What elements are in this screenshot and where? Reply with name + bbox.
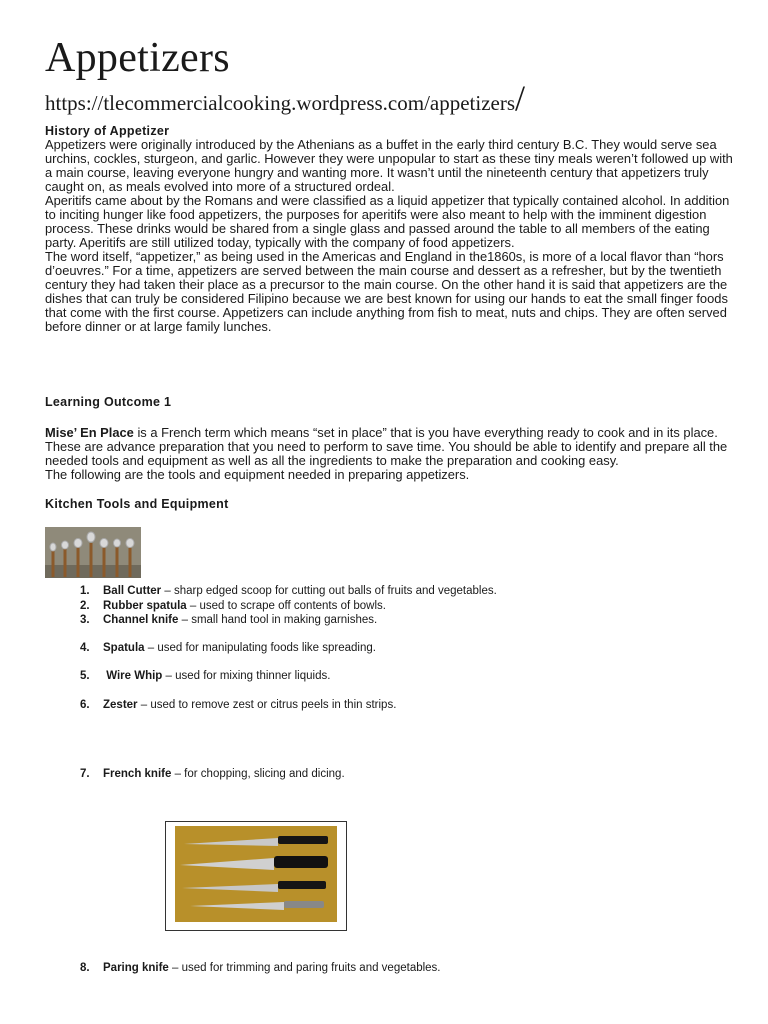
tool-term: Ball Cutter [103,585,162,597]
page-title: Appetizers [45,35,230,81]
tool-item-ball-cutter [80,585,497,597]
tool-item-rubber-spatula [80,600,386,612]
history-body [45,138,735,334]
tool-description: – for chopping, slicing and dicing. [171,768,345,780]
tool-number: 7. [80,768,90,780]
tool-description: – used for mixing thinner liquids. [162,670,331,682]
tool-term: Rubber spatula [103,600,187,612]
tool-description: – used to scrape off contents of bowls. [186,600,386,612]
source-url-link[interactable] [45,78,526,118]
mise-en-place-paragraph [45,426,735,468]
tool-description: – used for trimming and paring fruits and vegetables. [168,962,441,974]
tool-item-french-knife [80,768,345,780]
mise-en-place-body [45,426,735,482]
tool-number: 6. [80,699,90,711]
french-knives-image [165,821,347,931]
kitchen-tools-heading: Kitchen Tools and Equipment [45,497,229,511]
tool-term: Spatula [103,642,145,654]
tool-number: 1. [80,585,90,597]
tool-number: 2. [80,600,90,612]
tool-number: 4. [80,642,90,654]
learning-outcome-heading: Learning Outcome 1 [45,395,172,409]
tool-term: Wire Whip [103,670,163,682]
tool-term: Paring knife [103,962,169,974]
tool-number: 5. [80,670,90,682]
tool-item-wire-whip [80,670,330,682]
tool-item-channel-knife [80,614,377,626]
tool-description: – used to remove zest or citrus peels in thin strips. [137,699,397,711]
tool-item-paring-knife [80,962,441,974]
ball-cutters-image [45,527,141,578]
history-heading: History of Appetizer [45,124,170,138]
tool-term: Channel knife [103,614,179,626]
history-paragraph-1: Appetizers were originally introduced by the Athenians as a buffet in the early third century B.C. They would serve sea urchins, cockles, sturgeon, and garlic. However they were unpopular to start as these tiny meals weren’t followed up with a main course, leaving everyone hungry and wanting more. It wasn’t until the nineteenth century that appetizers truly caught on, as meals evolved into more of a structured ordeal. [45,137,733,194]
history-paragraph-3: The word itself, “appetizer,” as being used in the Americas and England in the1860s, is more of a local flavor than “hors d’oeuvres.” For a time, appetizers are served between the main course and dessert as a refresher, but by the twentieth century they had taken their place as a precursor to the main course. On the other hand it is said that appetizers are the dishes that can truly be considered Filipino because we are best known for using our hands to eat the small finger foods that come with the first course. Appetizers can include anything from fish to meat, nuts and chips. They are often served before dinner or at large family lunches. [45,249,728,334]
mise-en-place-text: is a French term which means “set in place” that is you have everything ready to cook and in its place. These are advance preparation that you need to perform to save time. You should be able to identify and prepare all the needed tools and equipment as well as all the ingredients to make the preparation and cooking easy. [45,425,728,468]
tool-item-spatula [80,642,376,654]
tool-term: French knife [103,768,172,780]
following-text: The following are the tools and equipment needed in preparing appetizers. [45,467,470,482]
history-paragraph-2: Aperitifs came about by the Romans and were classified as a liquid appetizer that typically contained alcohol. In addition to inciting hunger like food appetizers, the purposes for aperitifs were also meant to help with the imminent digestion process. These drinks would be shared from a single glass and passed around the table to all members of the eating party. Aperitifs are still utilized today, typically with the company of food appetizers. [45,193,730,250]
tool-number: 3. [80,614,90,626]
tool-description: – used for manipulating foods like spreading. [144,642,376,654]
tool-description: – sharp edged scoop for cutting out balls of fruits and vegetables. [161,585,497,597]
url-text: https://tlecommercialcooking.wordpress.com/appetizers [45,91,516,115]
mise-en-place-term: Mise’ En Place [45,425,134,440]
url-slash: / [515,78,526,118]
tool-description: – small hand tool in making garnishes. [178,614,378,626]
tool-number: 8. [80,962,90,974]
tool-term: Zester [103,699,138,711]
tool-item-zester [80,699,396,711]
